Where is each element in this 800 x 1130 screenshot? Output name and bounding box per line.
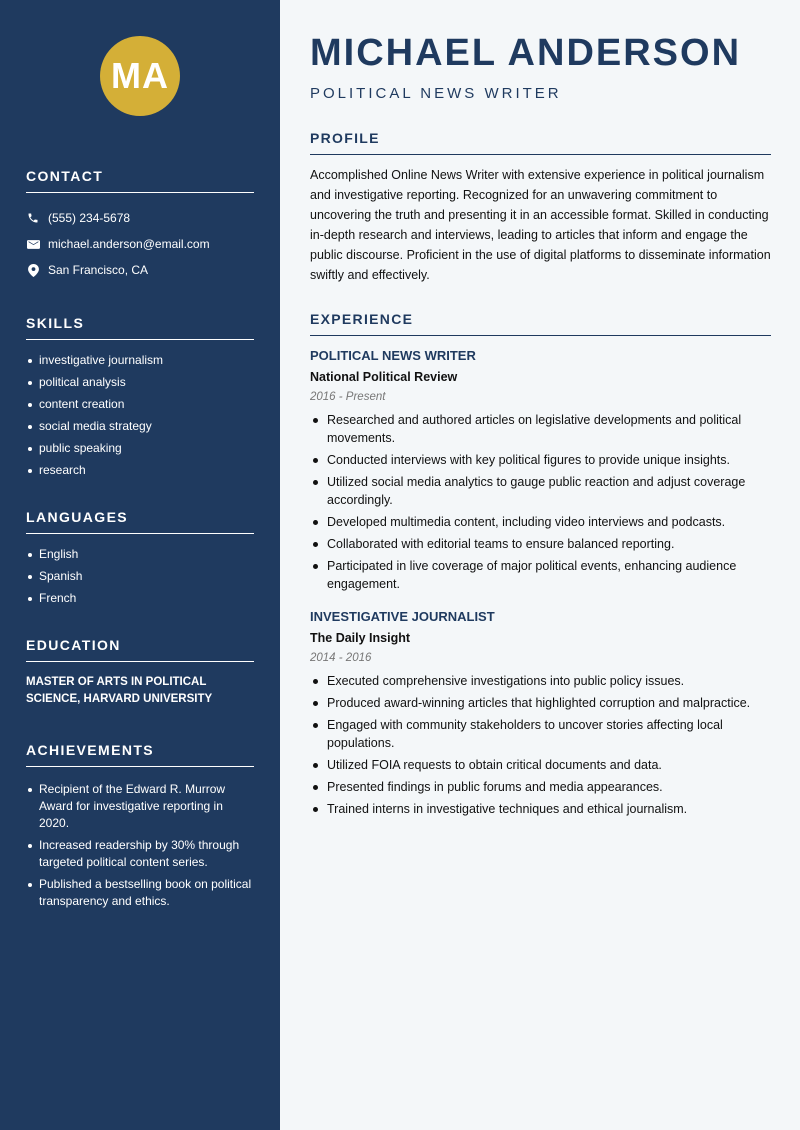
duty-item: Produced award-winning articles that highlighted corruption and malpractice.: [310, 694, 771, 712]
skills-heading: SKILLS: [26, 315, 254, 340]
achievements-list: [26, 781, 254, 910]
duty-item: Researched and authored articles on legislative developments and political movements.: [310, 411, 771, 447]
duty-item: Engaged with community stakeholders to uncover stories affecting local populations.: [310, 716, 771, 752]
contact-list: [26, 205, 254, 283]
skill-item: investigative journalism: [26, 352, 254, 369]
achievement-item: Increased readership by 30% through targeted political content series.: [26, 837, 254, 871]
languages-list: [26, 546, 254, 607]
job-entry: [310, 609, 771, 818]
contact-item-email[interactable]: [26, 231, 254, 257]
achievement-item: Recipient of the Edward R. Murrow Award for investigative reporting in 2020.: [26, 781, 254, 832]
location-pin-icon: [26, 263, 40, 277]
contact-item-location: [26, 257, 254, 283]
candidate-title: POLITICAL NEWS WRITER: [310, 85, 562, 102]
job-title: INVESTIGATIVE JOURNALIST: [310, 609, 495, 624]
mail-icon: [26, 237, 40, 251]
duty-item: Trained interns in investigative techniques and ethical journalism.: [310, 800, 771, 818]
profile-heading: PROFILE: [310, 130, 771, 155]
profile-section: [310, 130, 771, 285]
monogram-initials: MA: [111, 55, 169, 96]
skill-item: social media strategy: [26, 418, 254, 435]
skills-list: [26, 352, 254, 479]
job-duties: [310, 672, 771, 818]
contact-section: [26, 168, 254, 283]
job-title: POLITICAL NEWS WRITER: [310, 348, 476, 363]
duty-item: Utilized social media analytics to gauge public reaction and adjust coverage accordingly.: [310, 473, 771, 509]
job-dates: 2016 - Present: [310, 391, 386, 403]
duty-item: Conducted interviews with key political figures to provide unique insights.: [310, 451, 771, 469]
job-entry: [310, 348, 771, 593]
contact-heading: CONTACT: [26, 168, 254, 193]
job-dates: 2014 - 2016: [310, 652, 372, 664]
skill-item: political analysis: [26, 374, 254, 391]
education-degree: MASTER OF ARTS IN POLITICAL SCIENCE, HARVARD UNIVERSITY: [26, 676, 213, 705]
language-item: French: [26, 590, 254, 607]
phone-icon: [26, 211, 40, 225]
experience-heading: EXPERIENCE: [310, 311, 771, 336]
duty-item: Collaborated with editorial teams to ensure balanced reporting.: [310, 535, 771, 553]
contact-location-text: San Francisco, CA: [48, 263, 149, 277]
experience-section: [310, 311, 771, 818]
duty-item: Developed multimedia content, including video interviews and podcasts.: [310, 513, 771, 531]
main-content: [310, 0, 771, 822]
duty-item: Participated in live coverage of major political events, enhancing audience engagement.: [310, 557, 771, 593]
skills-section: [26, 315, 254, 479]
languages-heading: LANGUAGES: [26, 509, 254, 534]
sidebar: [0, 0, 280, 1130]
skill-item: public speaking: [26, 440, 254, 457]
languages-section: [26, 509, 254, 607]
contact-phone-text: (555) 234-5678: [48, 211, 131, 225]
achievements-section: [26, 742, 254, 910]
duty-item: Executed comprehensive investigations into public policy issues.: [310, 672, 771, 690]
job-company: National Political Review: [310, 370, 458, 384]
duty-item: Utilized FOIA requests to obtain critical documents and data.: [310, 756, 771, 774]
duty-item: Presented findings in public forums and media appearances.: [310, 778, 771, 796]
skill-item: content creation: [26, 396, 254, 413]
achievements-heading: ACHIEVEMENTS: [26, 742, 254, 767]
contact-email-text: michael.anderson@email.com: [48, 237, 210, 251]
candidate-name: MICHAEL ANDERSON: [310, 32, 742, 74]
achievement-item: Published a bestselling book on political transparency and ethics.: [26, 876, 254, 910]
job-duties: [310, 411, 771, 593]
job-company: The Daily Insight: [310, 631, 411, 645]
profile-text: Accomplished Online News Writer with extensive experience in political journalism and investigative reporting. Recognized for an unwavering commitment to uncovering the truth and presenting it in an accessible format. Skilled in conducting in-depth research and interviews, leading to articles that inform and engage the public discourse. Proficient in the use of digital platforms to disseminate information swiftly and effectively.: [310, 168, 771, 282]
monogram-avatar: [100, 36, 180, 116]
language-item: English: [26, 546, 254, 563]
education-section: [26, 637, 254, 708]
language-item: Spanish: [26, 568, 254, 585]
education-heading: EDUCATION: [26, 637, 254, 662]
contact-item-phone[interactable]: [26, 205, 254, 231]
skill-item: research: [26, 462, 254, 479]
